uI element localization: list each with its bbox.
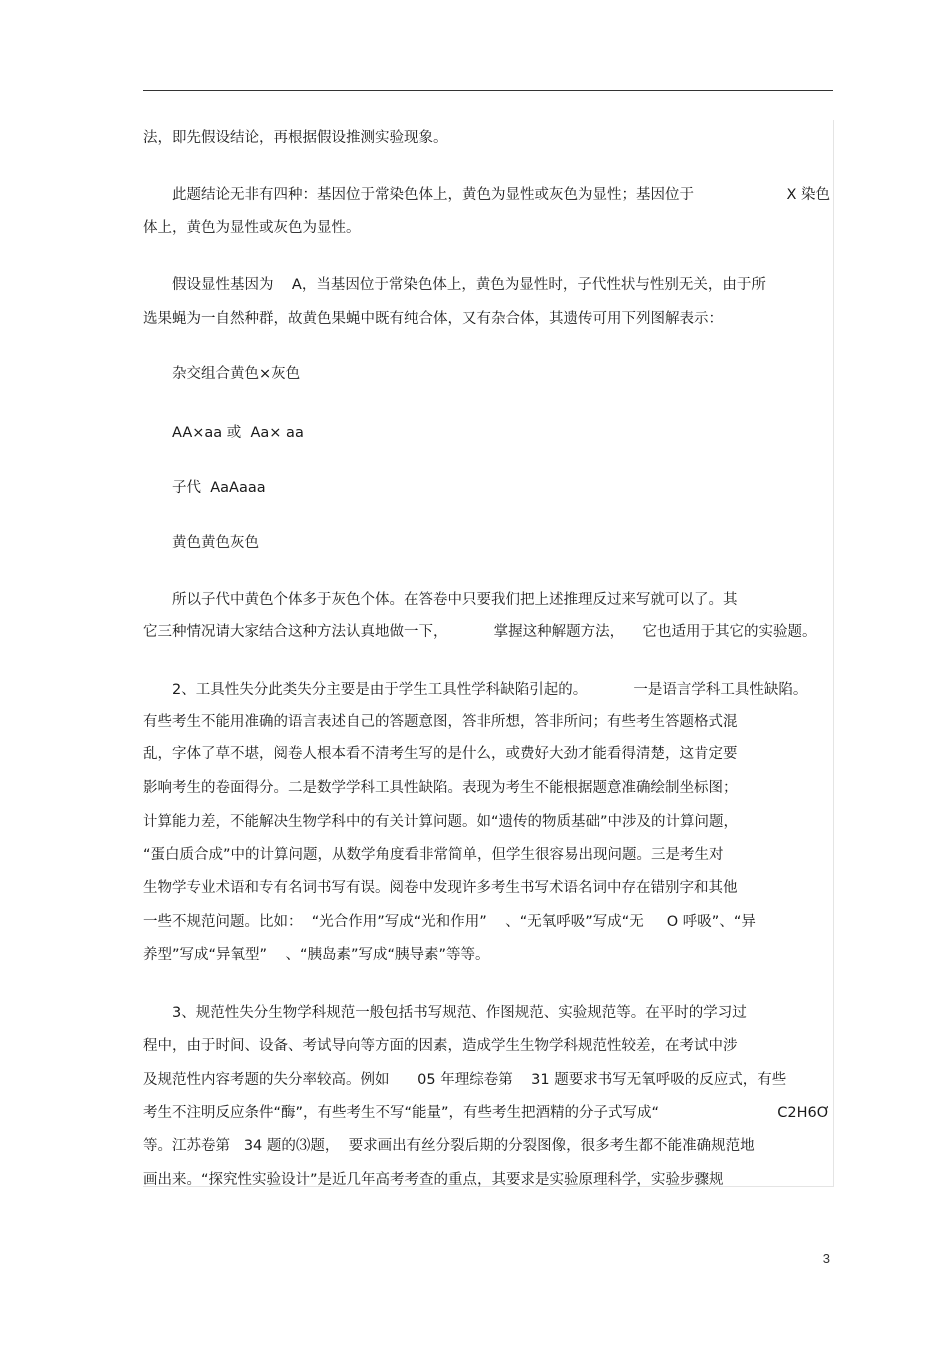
text-line: 黄色黄色灰色 xyxy=(172,535,259,551)
text-line: “蛋白质合成”中的计算问题，从数学角度看非常简单，但学生很容易出现问题。三是考生对 xyxy=(143,847,724,863)
text-line: 一些不规范问题。比如： “光合作用”写成“光和作用” 、“无氧呼吸”写成“无 O 呼吸”、“异 xyxy=(143,914,756,930)
text-line: AA×aa 或 Aa× aa xyxy=(172,425,304,441)
text-line: 选果蝇为一自然种群，故黄色果蝇中既有纯合体，又有杂合体，其遗传可用下列图解表示： xyxy=(143,311,723,327)
text-line: 生物学专业术语和专有名词书写有误。阅卷中发现许多考生书写术语名词中存在错别字和其他 xyxy=(143,880,738,896)
text-line: X 染色 xyxy=(786,187,830,203)
text-line: 乱，字体了草不堪，阅卷人根本看不清考生写的是什么，或费好大劲才能看得清楚，这肯定要 xyxy=(143,746,738,762)
text-line: 等。江苏卷第 34 题的⑶题， 要求画出有丝分裂后期的分裂图像，很多考生都不能准确规范地 xyxy=(143,1138,755,1154)
text-line: 它三种情况请大家结合这种方法认真地做一下， 掌握这种解题方法， 它也适用于其它的实验题。 xyxy=(143,624,817,640)
text-line: 杂交组合黄色×灰色 xyxy=(172,366,301,382)
text-line: 画出来。“探究性实验设计”是近几年高考考查的重点，其要求是实验原理科学，实验步骤规 xyxy=(143,1172,724,1188)
text-line: 考生不注明反应条件“酶”，有些考生不写“能量”，有些考生把酒精的分子式写成“ xyxy=(143,1105,660,1121)
text-line: 法，即先假设结论，再根据假设推测实验现象。 xyxy=(143,130,448,146)
text-line: C2H6Ơ xyxy=(777,1105,830,1121)
text-line: 体上，黄色为显性或灰色为显性。 xyxy=(143,220,361,236)
text-line: 3、规范性失分生物学科规范一般包括书写规范、作图规范、实验规范等。在平时的学习过 xyxy=(172,1005,747,1021)
text-line: 子代 AaAaaa xyxy=(172,480,266,496)
text-line: 有些考生不能用准确的语言表述自己的答题意图，答非所想，答非所问；有些考生答题格式混 xyxy=(143,714,738,730)
text-line: 及规范性内容考题的失分率较高。例如 05 年理综卷第 31 题要求书写无氧呼吸的反应式，有些 xyxy=(143,1072,787,1088)
page-number: 3 xyxy=(822,1251,830,1266)
text-line: 养型”写成“异氧型” 、“胰岛素”写成“胰导素”等等。 xyxy=(143,947,490,963)
text-line: 所以子代中黄色个体多于灰色个体。在答卷中只要我们把上述推理反过来写就可以了。其 xyxy=(172,592,738,608)
text-line: 影响考生的卷面得分。二是数学学科工具性缺陷。表现为考生不能根据题意准确绘制坐标图； xyxy=(143,780,738,796)
text-line: 此题结论无非有四种：基因位于常染色体上，黄色为显性或灰色为显性；基因位于 xyxy=(172,187,694,203)
text-line: 程中，由于时间、设备、考试导向等方面的因素，造成学生生物学科规范性较差，在考试中涉 xyxy=(143,1038,738,1054)
text-line: 假设显性基因为 A，当基因位于常染色体上，黄色为显性时，子代性状与性别无关，由于所 xyxy=(172,277,766,293)
text-line: 计算能力差，不能解决生物学科中的有关计算问题。如“遗传的物质基础”中涉及的计算问题， xyxy=(143,814,739,830)
text-line: 2、工具性失分此类失分主要是由于学生工具性学科缺陷引起的。 一是语言学科工具性缺陷。 xyxy=(172,682,808,698)
header-rule xyxy=(143,90,833,91)
